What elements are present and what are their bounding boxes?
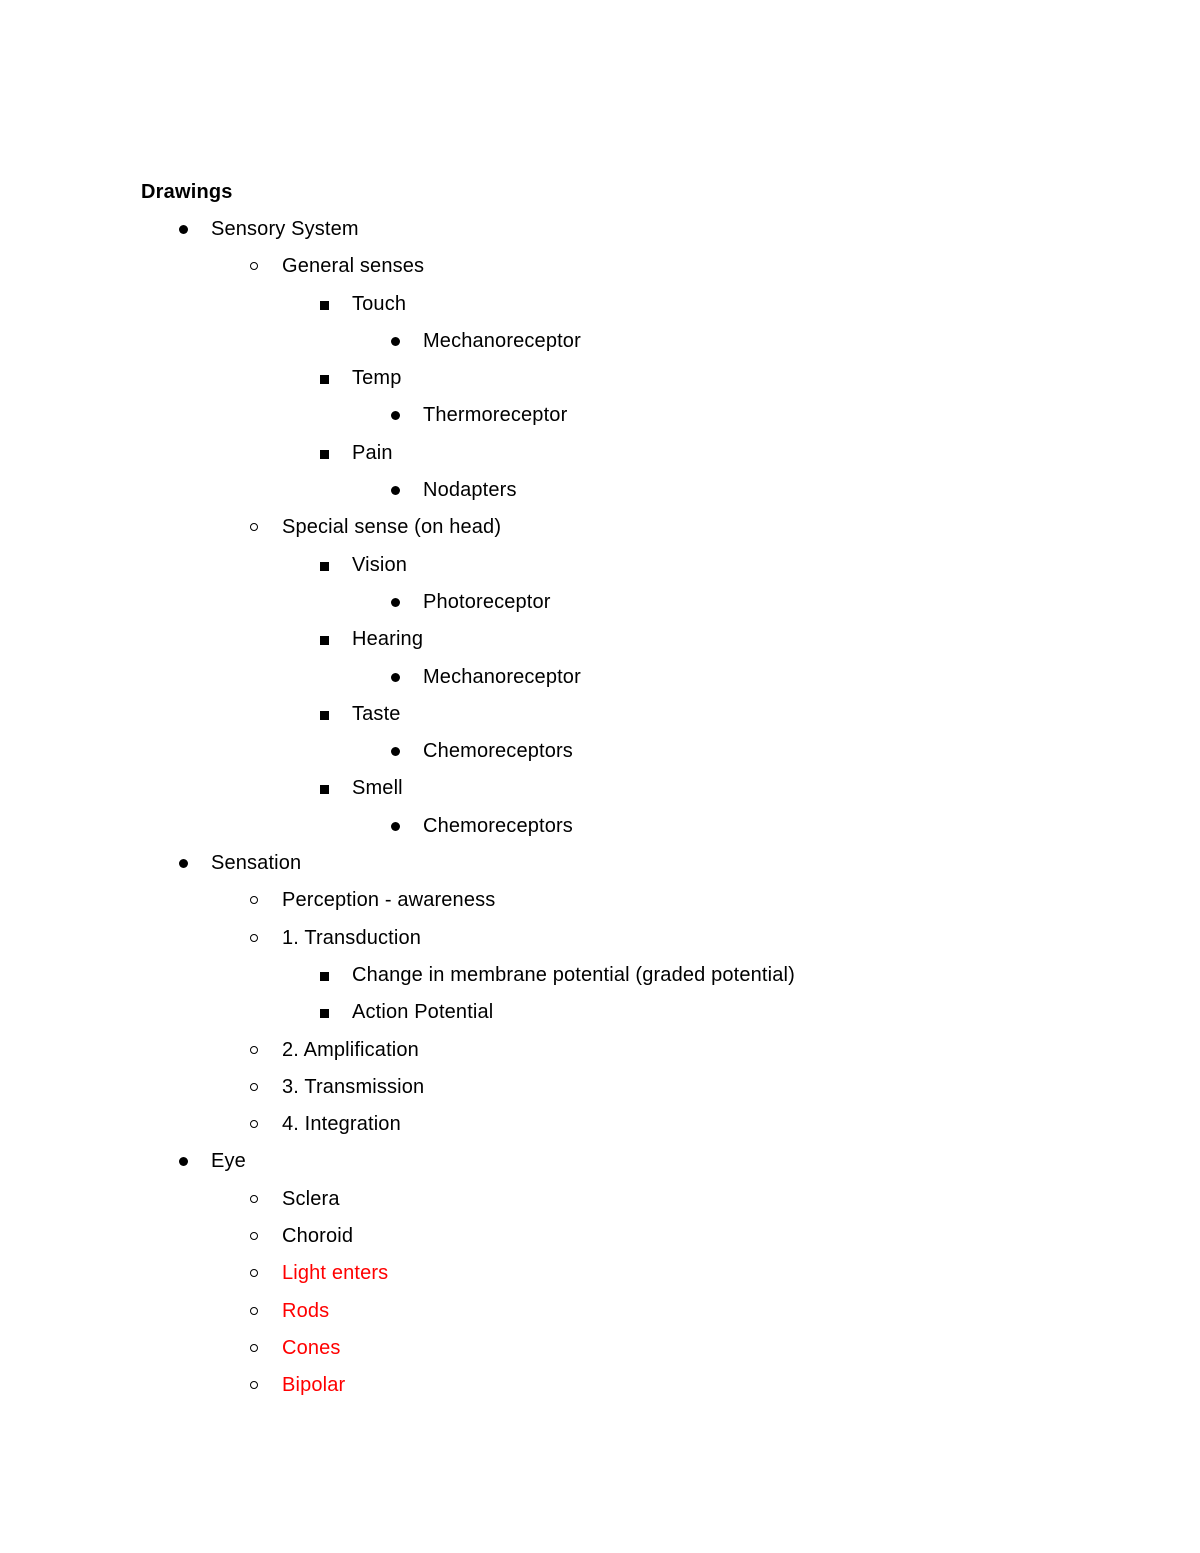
outline-item-text: Nodapters: [423, 479, 517, 502]
outline-item-text: Choroid: [282, 1225, 354, 1248]
outline-item-text: Special sense (on head): [282, 516, 502, 539]
outline-item-text: Sclera: [282, 1187, 340, 1210]
outline-item-text: Smell: [352, 777, 403, 800]
filled-circle-bullet-icon: [385, 808, 405, 845]
filled-circle-bullet-icon: [385, 659, 405, 696]
outline-item: [0, 1293, 1200, 1330]
open-circle-bullet-icon: [244, 1367, 264, 1404]
outline-item: [0, 1218, 1200, 1255]
square-bullet-icon: [314, 994, 334, 1031]
outline-item-text: Mechanoreceptor: [423, 665, 581, 688]
outline-item: [0, 472, 1200, 509]
square-bullet-icon: [314, 770, 334, 807]
outline-item: [0, 248, 1200, 285]
outline-item: [0, 845, 1200, 882]
outline-item-text: Touch: [352, 292, 407, 315]
outline-item: [0, 1255, 1200, 1292]
outline-item-text: Light enters: [282, 1262, 389, 1285]
outline-item: [0, 397, 1200, 434]
filled-circle-bullet-icon: [385, 733, 405, 770]
outline-item: [0, 584, 1200, 621]
filled-circle-bullet-icon: [173, 845, 193, 882]
outline-item-text: 3. Transmission: [282, 1075, 425, 1098]
outline-item-text: 1. Transduction: [282, 926, 421, 949]
square-bullet-icon: [314, 696, 334, 733]
open-circle-bullet-icon: [244, 1330, 264, 1367]
outline-item: [0, 882, 1200, 919]
outline-item-text: Chemoreceptors: [423, 814, 573, 837]
open-circle-bullet-icon: [244, 509, 264, 546]
square-bullet-icon: [314, 360, 334, 397]
open-circle-bullet-icon: [244, 1218, 264, 1255]
filled-circle-bullet-icon: [173, 1143, 193, 1180]
open-circle-bullet-icon: [244, 1255, 264, 1292]
outline-item-text: Eye: [211, 1150, 246, 1173]
outline-item: [0, 211, 1200, 248]
outline-item-text: Rods: [282, 1299, 330, 1322]
outline-item: [0, 286, 1200, 323]
outline-item-text: Mechanoreceptor: [423, 329, 581, 352]
outline-item: [0, 435, 1200, 472]
outline-item-text: Thermoreceptor: [423, 404, 568, 427]
outline-item-text: 4. Integration: [282, 1113, 401, 1136]
outline-item-text: Taste: [352, 702, 401, 725]
outline-item-text: Hearing: [352, 628, 424, 651]
filled-circle-bullet-icon: [385, 584, 405, 621]
outline-item-text: Sensation: [211, 852, 302, 875]
square-bullet-icon: [314, 435, 334, 472]
open-circle-bullet-icon: [244, 1293, 264, 1330]
filled-circle-bullet-icon: [385, 472, 405, 509]
filled-circle-bullet-icon: [385, 397, 405, 434]
outline-item: [0, 509, 1200, 546]
outline-item: [0, 808, 1200, 845]
open-circle-bullet-icon: [244, 920, 264, 957]
outline-item-text: 2. Amplification: [282, 1038, 419, 1061]
open-circle-bullet-icon: [244, 248, 264, 285]
open-circle-bullet-icon: [244, 882, 264, 919]
open-circle-bullet-icon: [244, 1032, 264, 1069]
outline-item-text: Pain: [352, 441, 393, 464]
outline-item: [0, 1181, 1200, 1218]
outline-item: [0, 547, 1200, 584]
outline-item-text: Change in membrane potential (graded potential): [352, 963, 795, 986]
square-bullet-icon: [314, 547, 334, 584]
outline-item-text: Bipolar: [282, 1374, 346, 1397]
outline-item: [0, 1069, 1200, 1106]
outline-item-text: Sensory System: [211, 218, 359, 240]
outline-item: [0, 1032, 1200, 1069]
outline-item: [0, 957, 1200, 994]
outline-item-text: General senses: [282, 255, 425, 278]
outline-item: [0, 920, 1200, 957]
open-circle-bullet-icon: [244, 1181, 264, 1218]
outline-item: [0, 1106, 1200, 1143]
outline-item: [0, 696, 1200, 733]
outline-item-text: Cones: [282, 1336, 341, 1359]
square-bullet-icon: [314, 286, 334, 323]
outline-item: [0, 733, 1200, 770]
open-circle-bullet-icon: [244, 1069, 264, 1106]
document-heading: Drawings: [141, 181, 233, 203]
outline-item-text: Vision: [352, 553, 408, 576]
open-circle-bullet-icon: [244, 1106, 264, 1143]
square-bullet-icon: [314, 957, 334, 994]
outline-item: [0, 360, 1200, 397]
outline-item-text: Action Potential: [352, 1001, 494, 1024]
square-bullet-icon: [314, 621, 334, 658]
outline-item: [0, 323, 1200, 360]
filled-circle-bullet-icon: [173, 211, 193, 248]
outline-item: [0, 1367, 1200, 1404]
outline-item: [0, 994, 1200, 1031]
outline-item-text: Photoreceptor: [423, 590, 551, 613]
outline-item: [0, 659, 1200, 696]
outline-item: [0, 1143, 1200, 1180]
outline-item-text: Temp: [352, 367, 402, 390]
outline-item-text: Perception - awareness: [282, 889, 496, 912]
outline-item-text: Chemoreceptors: [423, 740, 573, 763]
outline-item: [0, 621, 1200, 658]
bulleted-outline: [0, 211, 1200, 1405]
filled-circle-bullet-icon: [385, 323, 405, 360]
outline-item: [0, 1330, 1200, 1367]
outline-item: [0, 770, 1200, 807]
